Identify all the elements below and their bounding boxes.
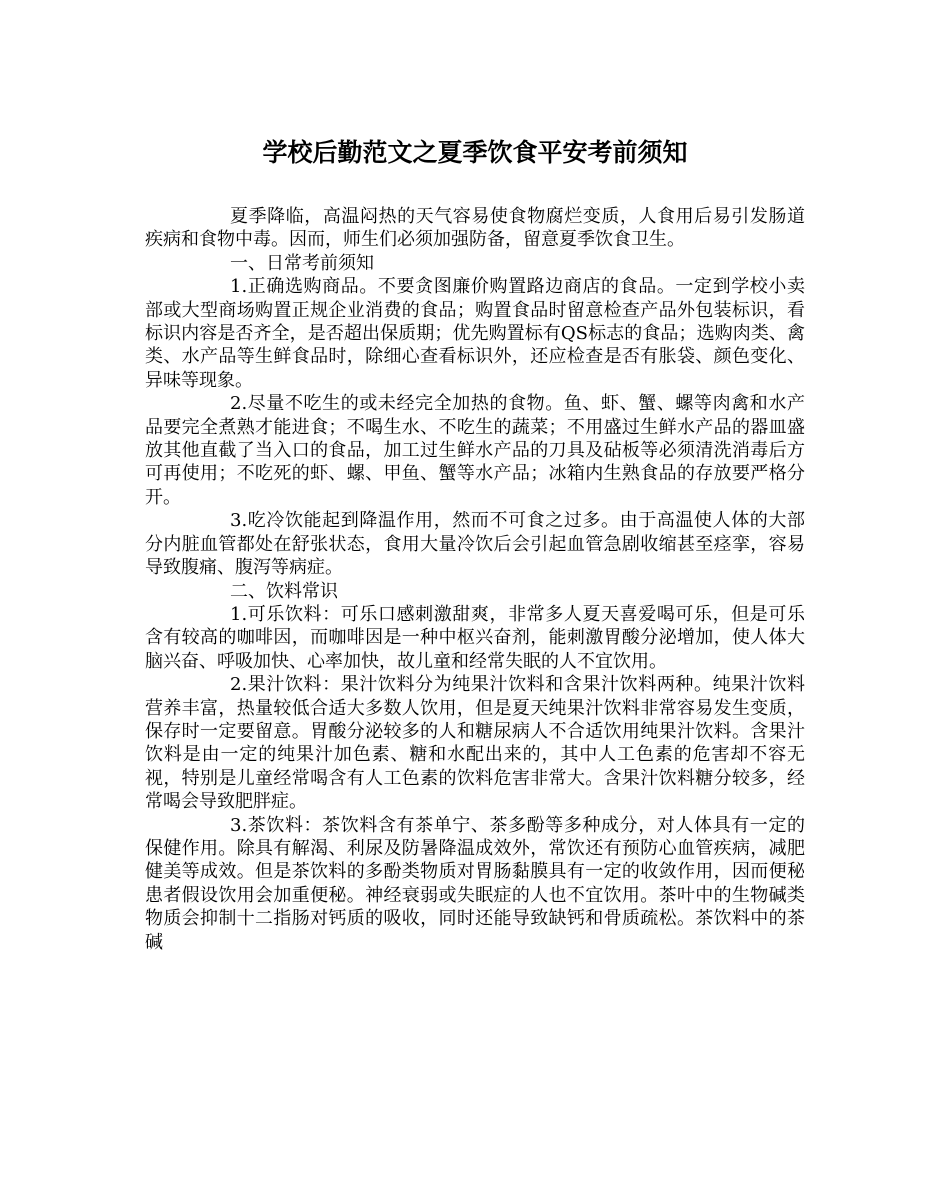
paragraph-cola: 1.可乐饮料：可乐口感刺激甜爽，非常多人夏天喜爱喝可乐，但是可乐含有较高的咖啡因，而咖啡因是一种中枢兴奋剂，能刺激胃酸分泌增加，使人体大脑兴奋、呼吸加快、心率加快，故儿童和经常失眠的人不宜饮用。 [145,603,805,672]
paragraph-buying-goods: 1.正确选购商品。不要贪图廉价购置路边商店的食品。一定到学校小卖部或大型商场购置正规企业消费的食品；购置食品时留意检查产品外包装标识，看标识内容是否齐全，是否超出保质期；优先购置标有QS标志的食品；选购肉类、禽类、水产品等生鲜食品时，除细心查看标识外，还应检查是否有胀袋、颜色变化、异味等现象。 [145,276,805,391]
paragraph-juice: 2.果汁饮料：果汁饮料分为纯果汁饮料和含果汁饮料两种。纯果汁饮料营养丰富，热量较低合适大多数人饮用，但是夏天纯果汁饮料非常容易发生变质，保存时一定要留意。胃酸分泌较多的人和糖尿病人不合适饮用纯果汁饮料。含果汁饮料是由一定的纯果汁加色素、糖和水配出来的，其中人工色素的危害却不容无视，特别是儿童经常喝含有人工色素的饮料危害非常大。含果汁饮料糖分较多，经常喝会导致肥胖症。 [145,674,805,813]
paragraph-tea: 3.茶饮料：茶饮料含有茶单宁、茶多酚等多种成分，对人体具有一定的保健作用。除具有解渴、利尿及防暑降温成效外，常饮还有预防心血管疾病，减肥健美等成效。但是茶饮料的多酚类物质对胃肠黏膜具有一定的收敛作用，因而便秘患者假设饮用会加重便秘。神经衰弱或失眠症的人也不宜饮用。茶叶中的生物碱类物质会抑制十二指肠对钙质的吸收，同时还能导致缺钙和骨质疏松。茶饮料中的茶碱 [145,814,805,953]
section-heading-daily-notes: 一、日常考前须知 [230,252,374,274]
document-title: 学校后勤范文之夏季饮食平安考前须知 [262,138,688,167]
document-body [145,205,805,954]
paragraph-raw-food: 2.尽量不吃生的或未经完全加热的食物。鱼、虾、蟹、螺等肉禽和水产品要完全煮熟才能进食；不喝生水、不吃生的蔬菜；不用盛过生鲜水产品的器皿盛放其他直截了当入口的食品，加工过生鲜水产品的刀具及砧板等必须清洗消毒后方可再使用；不吃死的虾、螺、甲鱼、蟹等水产品；冰箱内生熟食品的存放要严格分开。 [145,393,805,508]
intro-paragraph: 夏季降临，高温闷热的天气容易使食物腐烂变质，人食用后易引发肠道疾病和食物中毒。因而，师生们必须加强防备，留意夏季饮食卫生。 [145,206,805,251]
paragraph-cold-drinks: 3.吃冷饮能起到降温作用，然而不可食之过多。由于高温使人体的大部分内脏血管都处在舒张状态，食用大量冷饮后会引起血管急剧收缩甚至痉挛，容易导致腹痛、腹泻等病症。 [145,510,805,579]
section-heading-beverages: 二、饮料常识 [230,580,338,602]
